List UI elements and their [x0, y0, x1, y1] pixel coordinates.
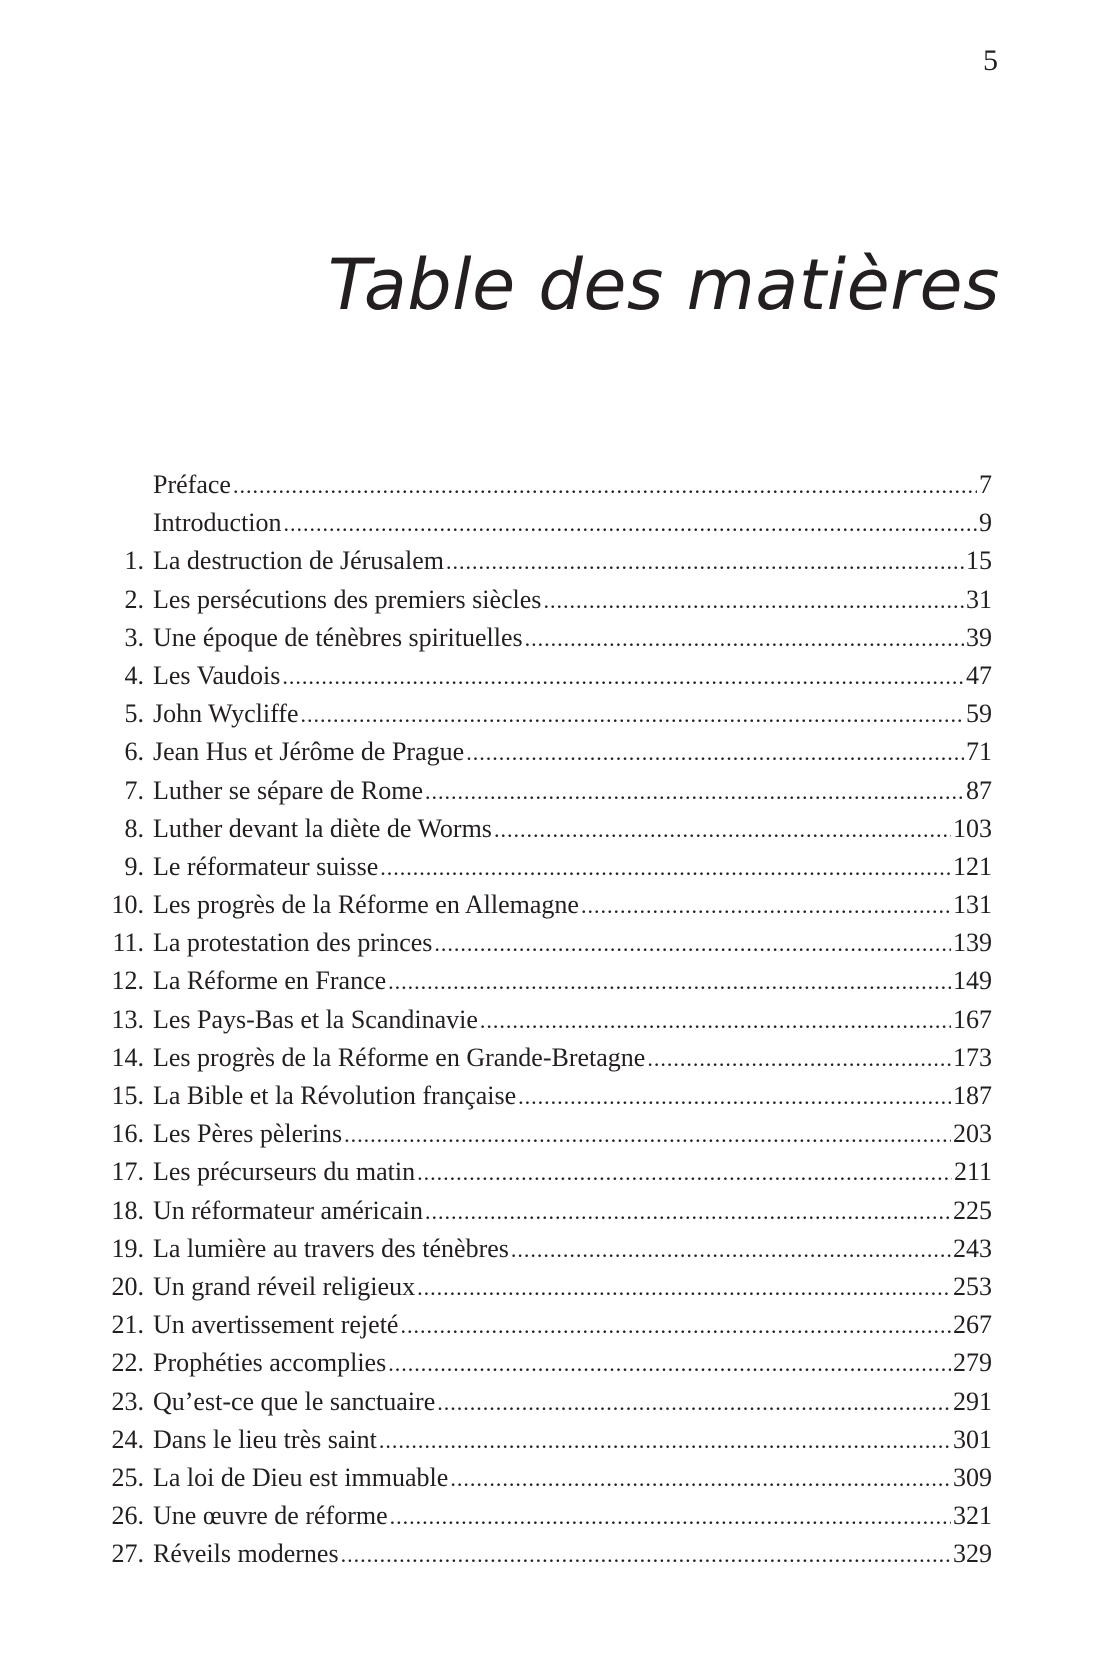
toc-entry-title: Jean Hus et Jérôme de Prague	[153, 737, 465, 767]
toc-entry	[108, 1421, 992, 1459]
toc-entry-number: 15.	[111, 1081, 144, 1110]
toc-entry-number: 26.	[111, 1501, 144, 1531]
toc-entry-title: Les progrès de la Réforme en Grande-Bretagne	[153, 1042, 646, 1072]
page-number: 5	[983, 44, 998, 77]
toc-entry-leader-dots	[380, 849, 951, 887]
toc-entry-title: La loi de Dieu est immuable	[153, 1462, 449, 1492]
toc-entry-leader-dots	[388, 963, 951, 1001]
toc-entry-number: 9.	[124, 851, 144, 881]
toc-entry-leader-dots	[425, 773, 964, 811]
toc-entry-leader-dots	[450, 1460, 951, 1498]
toc-entry-title: Les précurseurs du matin	[153, 1157, 416, 1187]
toc-entry	[108, 1001, 992, 1039]
toc-entry-leader-dots	[494, 811, 951, 849]
toc-entry-leader-dots	[341, 1536, 951, 1574]
toc-entry-title: Le réformateur suisse	[153, 851, 379, 881]
toc-entry-leader-dots	[233, 467, 977, 505]
toc-entry	[108, 1077, 992, 1115]
toc-entry-number: 1.	[124, 546, 144, 576]
toc-entry-page: 291	[953, 1386, 992, 1416]
toc-entry-leader-dots	[425, 1193, 951, 1231]
toc-entry-leader-dots	[437, 1384, 951, 1422]
toc-entry	[108, 1039, 992, 1077]
toc-entry-leader-dots	[344, 1116, 951, 1154]
toc-entry-page: 47	[966, 660, 992, 690]
toc-entry-number: 16.	[111, 1119, 144, 1149]
toc-entry	[108, 733, 992, 771]
toc-entry	[108, 1115, 992, 1153]
toc-entry-leader-dots	[284, 505, 977, 543]
toc-entry-title: Un avertissement rejeté	[153, 1310, 399, 1340]
toc-entry	[108, 619, 992, 657]
toc-entry-page: 15	[966, 546, 992, 576]
toc-entry-page: 211	[953, 1157, 992, 1187]
toc-entry	[108, 1383, 992, 1421]
toc-entry-page: 279	[953, 1348, 992, 1378]
toc-entry-leader-dots	[466, 734, 964, 772]
toc-entry-page: 71	[966, 737, 992, 767]
toc-entry-title: Réveils modernes	[153, 1539, 339, 1569]
toc-entry-number: 19.	[111, 1233, 144, 1263]
toc-entry-number: 22.	[111, 1348, 144, 1378]
toc-entry-leader-dots	[581, 887, 951, 925]
toc-entry-title: Les Vaudois	[153, 660, 281, 690]
toc-entry-page: 31	[966, 584, 992, 614]
toc-entry-number: 11.	[112, 928, 144, 958]
toc-entry	[108, 1192, 992, 1230]
toc-entry-leader-dots	[301, 696, 964, 734]
toc-entry-page: 301	[953, 1424, 992, 1454]
toc-entry	[108, 1306, 992, 1344]
toc-entry-page: 187	[953, 1081, 992, 1110]
toc-entry-leader-dots	[446, 543, 964, 581]
toc-entry	[108, 1344, 992, 1382]
toc-entry-page: 103	[953, 813, 992, 843]
toc-entry-page: 267	[953, 1310, 992, 1340]
toc-entry	[108, 1459, 992, 1497]
toc-entry-leader-dots	[417, 1269, 951, 1307]
toc-entry-leader-dots	[282, 658, 964, 696]
toc-entry-number: 23.	[111, 1386, 144, 1416]
toc-entry-title: Introduction	[153, 508, 282, 538]
toc-entry	[108, 695, 992, 733]
toc-entry-page: 131	[953, 890, 992, 920]
toc-entry-number: 3.	[124, 622, 144, 652]
toc-entry	[108, 962, 992, 1000]
toc-entry-number: 2.	[124, 584, 144, 614]
toc-entry-leader-dots	[417, 1154, 952, 1192]
toc-entry-page: 173	[953, 1042, 992, 1072]
toc-entry-page: 39	[966, 622, 992, 652]
toc-entry	[108, 848, 992, 886]
toc-entry-number: 8.	[124, 813, 144, 843]
toc-entry-title: Les Pères pèlerins	[153, 1119, 343, 1149]
toc-entry-number: 5.	[124, 699, 144, 729]
toc-entry-page: 149	[953, 966, 992, 996]
toc-entry-page: 329	[953, 1539, 992, 1569]
toc-entry-leader-dots	[400, 1307, 951, 1345]
toc-entry-leader-dots	[518, 1078, 951, 1116]
toc-entry-leader-dots	[511, 1231, 951, 1269]
table-of-contents	[108, 466, 992, 1573]
toc-entry-page: 139	[953, 928, 992, 958]
toc-entry-page: 321	[953, 1501, 992, 1531]
toc-entry-title: La protestation des princes	[153, 928, 433, 958]
toc-entry-title: Les progrès de la Réforme en Allemagne	[153, 890, 579, 920]
toc-entry	[108, 924, 992, 962]
toc-entry	[108, 1497, 992, 1535]
toc-entry	[108, 1153, 992, 1191]
toc-entry	[108, 1268, 992, 1306]
toc-entry-number: 7.	[124, 775, 144, 805]
toc-entry-number: 6.	[124, 737, 144, 767]
toc-entry-title: Prophéties accomplies	[153, 1348, 387, 1378]
toc-entry-number: 27.	[111, 1539, 144, 1569]
toc-entry-number: 24.	[111, 1424, 144, 1454]
toc-entry-number: 12.	[111, 966, 144, 996]
toc-entry-leader-dots	[390, 1498, 951, 1536]
toc-entry-title: Dans le lieu très saint	[153, 1424, 377, 1454]
toc-entry-page: 87	[966, 775, 992, 805]
toc-entry	[108, 657, 992, 695]
toc-entry-page: 121	[953, 851, 992, 881]
toc-entry-title: Les Pays-Bas et la Scandinavie	[153, 1004, 478, 1034]
toc-entry-page: 253	[953, 1271, 992, 1301]
toc-entry-number: 21.	[111, 1310, 144, 1340]
toc-entry-number: 4.	[124, 660, 144, 690]
toc-entry-page: 243	[953, 1233, 992, 1263]
toc-entry-leader-dots	[543, 582, 964, 620]
toc-entry-number: 20.	[111, 1271, 144, 1301]
toc-entry-leader-dots	[388, 1345, 951, 1383]
toc-entry-page: 59	[966, 699, 992, 729]
toc-entry-title: John Wycliffe	[153, 699, 299, 729]
toc-entry-title: Préface	[153, 470, 231, 499]
toc-entry-leader-dots	[525, 620, 964, 658]
toc-entry-title: Luther se sépare de Rome	[153, 775, 424, 805]
toc-entry-leader-dots	[379, 1422, 951, 1460]
toc-entry-leader-dots	[480, 1002, 951, 1040]
toc-entry	[108, 1535, 992, 1573]
toc-entry-number: 13.	[111, 1004, 144, 1034]
toc-entry	[108, 504, 992, 542]
toc-entry-page: 225	[953, 1195, 992, 1225]
toc-entry-title: La Réforme en France	[153, 966, 387, 996]
page-title: Table des matières	[327, 244, 1000, 326]
toc-entry-leader-dots	[434, 925, 951, 963]
toc-entry-leader-dots	[647, 1040, 951, 1078]
toc-entry-title: Un réformateur américain	[153, 1195, 423, 1225]
toc-entry	[108, 466, 992, 504]
toc-entry-page: 9	[979, 508, 992, 538]
toc-entry-title: Les persécutions des premiers siècles	[153, 584, 542, 614]
toc-entry-title: Un grand réveil religieux	[153, 1271, 416, 1301]
toc-entry	[108, 772, 992, 810]
toc-entry-title: La lumière au travers des ténèbres	[153, 1233, 509, 1263]
toc-entry-page: 7	[979, 470, 992, 499]
toc-entry-title: Une époque de ténèbres spirituelles	[153, 622, 523, 652]
toc-entry-number: 25.	[111, 1462, 144, 1492]
toc-entry	[108, 542, 992, 580]
toc-entry-page: 167	[953, 1004, 992, 1034]
toc-entry-page: 203	[953, 1119, 992, 1149]
toc-entry-title: La Bible et la Révolution française	[153, 1081, 517, 1110]
toc-entry	[108, 886, 992, 924]
toc-entry-title: La destruction de Jérusalem	[153, 546, 444, 576]
toc-entry-number: 14.	[111, 1042, 144, 1072]
toc-entry-number: 17.	[111, 1157, 144, 1187]
toc-entry	[108, 581, 992, 619]
toc-entry-title: Luther devant la diète de Worms	[153, 813, 492, 843]
toc-entry-number: 18.	[111, 1195, 144, 1225]
toc-entry-title: Qu’est-ce que le sanctuaire	[153, 1386, 436, 1416]
toc-entry	[108, 1230, 992, 1268]
toc-entry-number: 10.	[111, 890, 144, 920]
toc-entry	[108, 810, 992, 848]
toc-entry-title: Une œuvre de réforme	[153, 1501, 388, 1531]
toc-entry-page: 309	[953, 1462, 992, 1492]
